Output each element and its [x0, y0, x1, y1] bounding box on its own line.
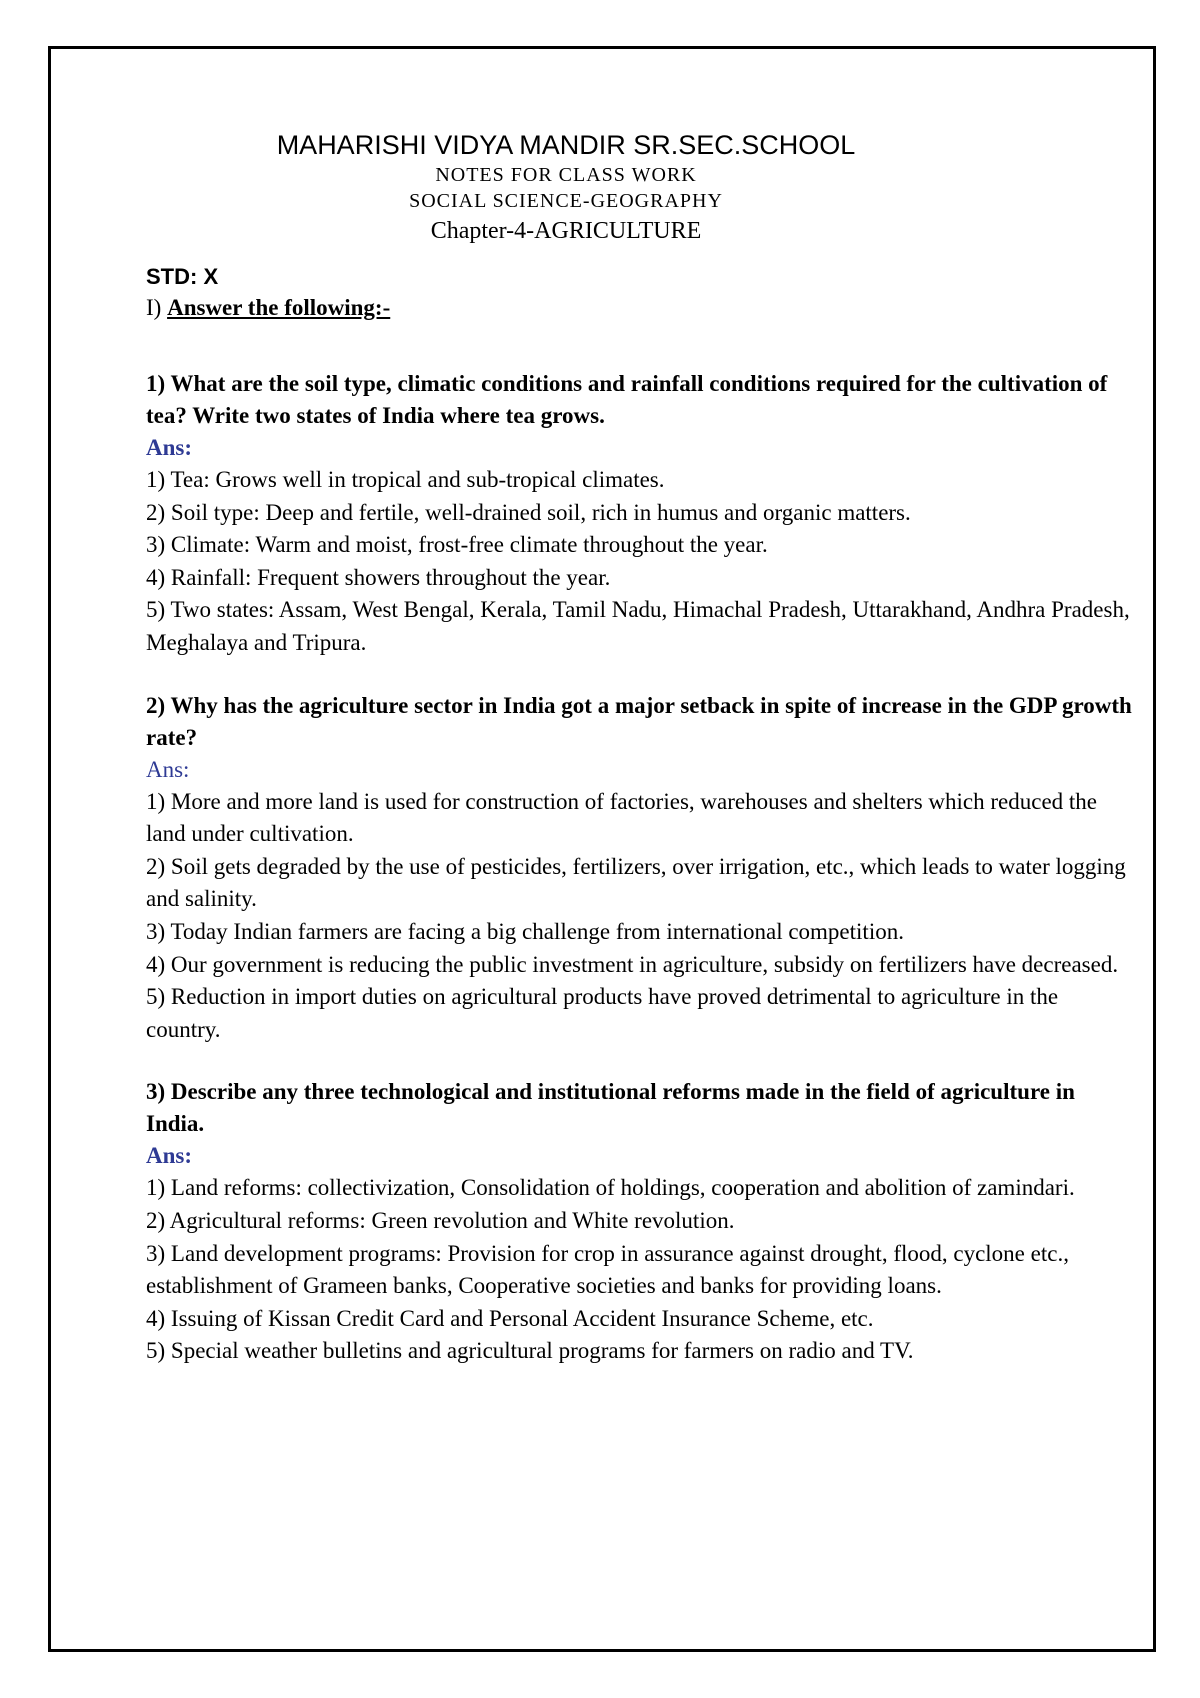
answer-line: 3) Land development programs: Provision for crop in assurance against drought, flood, cyclone etc., establishment of Grameen banks, Cooperative societies and banks for providing loans. [146, 1240, 1069, 1299]
answer-line: 3) Today Indian farmers are facing a big challenge from international competition. [146, 918, 904, 944]
answer-line: 2) Agricultural reforms: Green revolution and White revolution. [146, 1207, 735, 1233]
answer-line: 5) Reduction in import duties on agricultural products have proved detrimental to agriculture in the country. [146, 984, 1059, 1042]
school-name: MAHARISHI VIDYA MANDIR SR.SEC.SCHOOL [276, 130, 856, 160]
answer-line: 4) Our government is reducing the public investment in agriculture, subsidy on fertilizers have decreased. [146, 951, 1119, 977]
question-text: 3) Describe any three technological and institutional reforms made in the field of agriculture in India. [146, 1079, 1075, 1137]
ans-label: Ans: [146, 1143, 193, 1169]
answer-line: 1) Tea: Grows well in tropical and sub-tropical climates. [146, 467, 665, 492]
section-title: Answer the following:- [167, 295, 391, 320]
ans-label: Ans: [146, 756, 190, 782]
answer-line: 2) Soil gets degraded by the use of pesticides, fertilizers, over irrigation, etc., which leads to water logging and salinity. [146, 853, 1126, 912]
document-content [146, 128, 1136, 1368]
answer-line: 1) Land reforms: collectivization, Consolidation of holdings, cooperation and abolition of zamindari. [146, 1175, 1075, 1201]
answer-line: 5) Special weather bulletins and agricultural programs for farmers on radio and TV. [146, 1338, 914, 1364]
ans-label: Ans: [146, 435, 193, 460]
chapter-title: Chapter-4-AGRICULTURE [430, 218, 702, 244]
subject-title: SOCIAL SCIENCE-GEOGRAPHY [409, 190, 723, 212]
question-text: 2) Why has the agriculture sector in India got a major setback in spite of increase in the GDP growth rate? [146, 692, 1132, 750]
question-block-3 [146, 1076, 1136, 1368]
answer-line: 4) Rainfall: Frequent showers throughout the year. [146, 564, 611, 590]
answer-line: 2) Soil type: Deep and fertile, well-drained soil, rich in humus and organic matters. [146, 499, 911, 525]
answer-line: 3) Climate: Warm and moist, frost-free climate throughout the year. [146, 532, 768, 558]
answer-line: 1) More and more land is used for construction of factories, warehouses and shelters which reduced the land under cultivation. [146, 788, 1097, 847]
section-number: I) [146, 295, 168, 320]
std-label: STD: X [146, 264, 219, 289]
section-heading [146, 292, 1136, 324]
question-text: 1) What are the soil type, climatic conditions and rainfall conditions required for the cultivation of tea? Write two states of India where tea grows. [146, 371, 1108, 428]
answer-line: 4) Issuing of Kissan Credit Card and Personal Accident Insurance Scheme, etc. [146, 1305, 874, 1331]
notes-title: NOTES FOR CLASS WORK [435, 164, 697, 186]
question-block-1 [146, 368, 1136, 660]
question-block-2 [146, 690, 1136, 1047]
answer-line: 5) Two states: Assam, West Bengal, Kerala, Tamil Nadu, Himachal Pradesh, Uttarakhand, Andhra Pradesh, Meghalaya and Tripura. [146, 597, 1130, 655]
